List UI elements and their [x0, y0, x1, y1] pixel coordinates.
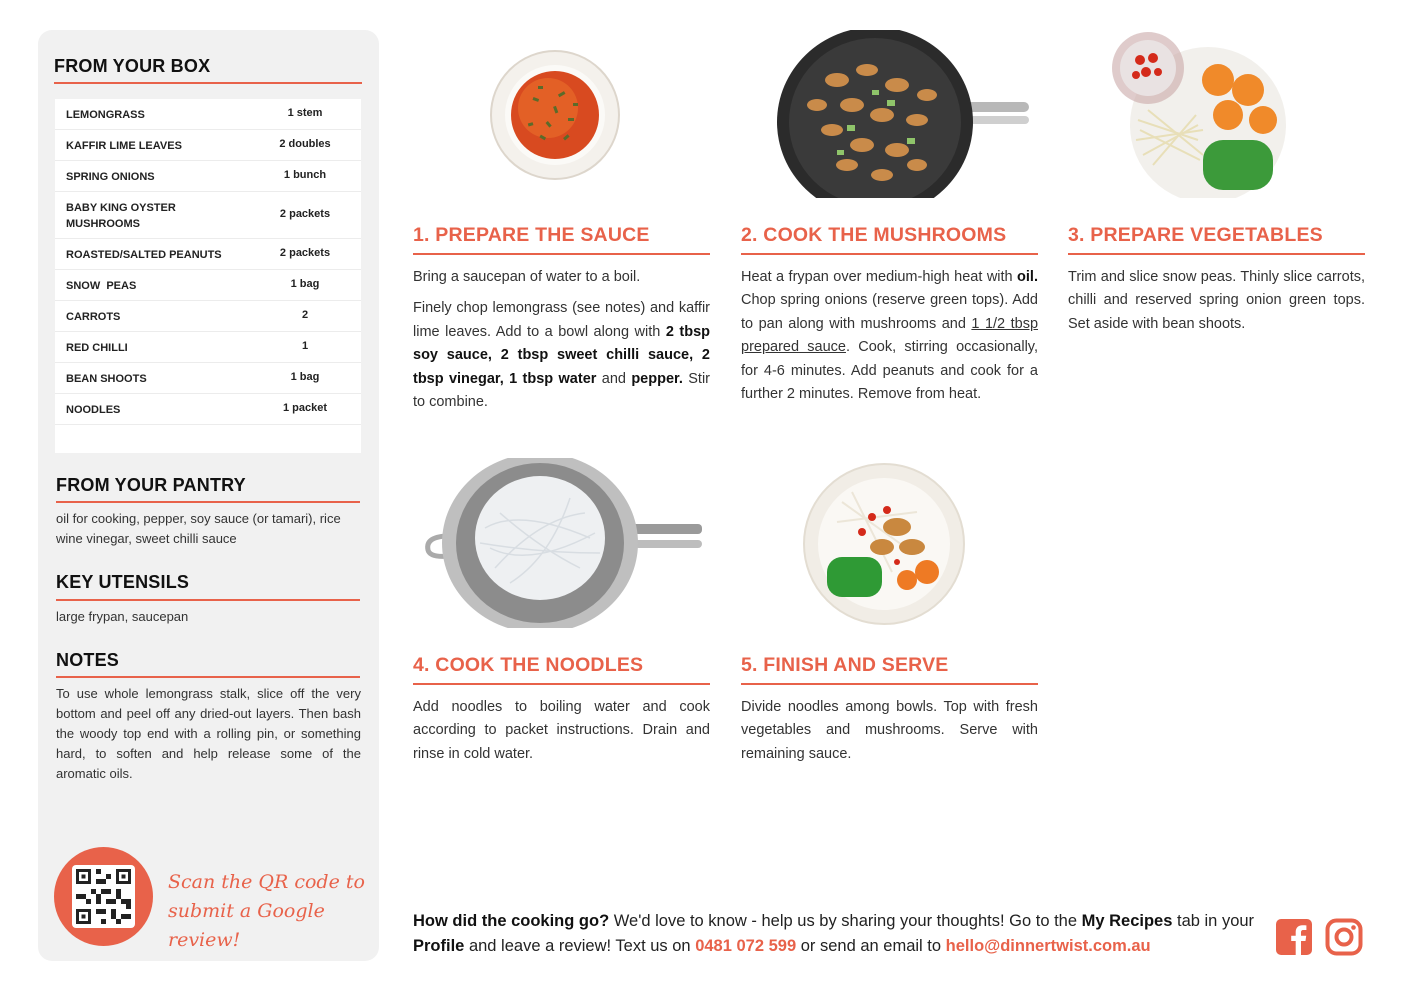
- ingredient-qty: 2 packets: [279, 208, 331, 220]
- ingredient-row: [55, 130, 361, 161]
- text-run: or send an email to: [796, 937, 946, 955]
- text-run: Heat a frypan over medium-high heat with: [741, 269, 1018, 285]
- ingredient-name: KAFFIR LIME LEAVES: [66, 140, 182, 152]
- step-1-para: [413, 297, 710, 414]
- my-recipes-link[interactable]: My Recipes: [1081, 912, 1173, 930]
- step-1-para: Bring a saucepan of water to a boil.: [413, 269, 641, 285]
- ingredient-qty: 1 bag: [290, 278, 320, 290]
- ingredient-row: [55, 270, 361, 301]
- from-your-box-title: FROM YOUR BOX: [54, 56, 211, 76]
- ingredient-row: [55, 332, 361, 363]
- text-run: Stir to combine.: [413, 370, 711, 411]
- divider: [56, 676, 360, 678]
- ingredient-qty: 2 packets: [279, 247, 331, 259]
- text-run: and: [596, 370, 632, 387]
- ingredient-name: LEMONGRASS: [66, 109, 145, 121]
- text-run-bold: oil.: [1017, 269, 1038, 285]
- ingredient-name: SPRING ONIONS: [66, 171, 155, 183]
- text-run: We'd love to know - help us by sharing your thoughts! Go to the: [609, 912, 1082, 930]
- phone-link[interactable]: 0481 072 599: [695, 937, 797, 955]
- qr-caption: [168, 868, 368, 955]
- sidebar: [38, 30, 379, 961]
- utensils-text: large frypan, saucepan: [56, 609, 189, 624]
- feedback-footer: [413, 909, 1263, 959]
- text-run-bold: pepper.: [631, 370, 683, 387]
- step-1-text: [413, 266, 710, 422]
- notes-title: NOTES: [56, 650, 120, 670]
- step-4-text: [413, 696, 710, 774]
- ingredient-row: [55, 99, 361, 130]
- finished-dish-photo: [802, 462, 967, 626]
- qr-code-icon[interactable]: [72, 865, 135, 928]
- ingredient-row: [55, 301, 361, 332]
- ingredient-qty: 1: [301, 340, 309, 352]
- step-2-text: [741, 266, 1038, 414]
- ingredient-row: [55, 239, 361, 270]
- step-5-title: 5. FINISH AND SERVE: [741, 654, 949, 676]
- ingredient-name: BABY KING OYSTER MUSHROOMS: [66, 202, 176, 230]
- frypan-mushrooms-photo: [777, 30, 1031, 198]
- ingredient-qty: 1 bunch: [283, 169, 327, 181]
- ingredient-name: RED CHILLI: [66, 342, 128, 354]
- step-divider: [741, 253, 1038, 255]
- qr-caption-line: Scan the QR code to: [168, 871, 365, 893]
- text-run-bold: 2 tbsp soy sauce, 2 tbsp sweet chilli sauce, 2 tbsp vinegar, 1 tbsp water: [413, 323, 711, 387]
- step-divider: [741, 683, 1038, 685]
- text-run: tab in your: [1172, 912, 1255, 930]
- notes-text: To use whole lemongrass stalk, slice off the very bottom and peel off any dried-out layers. Then bash the woody top end with a rolling pin, or something hard, to soften and help release some of the aromatic oils.: [56, 686, 361, 781]
- email-link[interactable]: hello@dinnertwist.com.au: [945, 937, 1151, 955]
- vegetables-plate-photo: [1108, 30, 1288, 198]
- ingredient-name: NOODLES: [66, 404, 121, 416]
- step-3-title: 3. PREPARE VEGETABLES: [1068, 224, 1323, 246]
- step-divider: [413, 683, 710, 685]
- qr-badge: [54, 847, 153, 946]
- step-2-title: 2. COOK THE MUSHROOMS: [741, 224, 1007, 246]
- ingredient-row: [55, 192, 361, 239]
- ingredient-name: BEAN SHOOTS: [66, 373, 147, 385]
- step-5-text: [741, 696, 1038, 774]
- footer-question: How did the cooking go?: [413, 912, 610, 930]
- ingredient-name: ROASTED/SALTED PEANUTS: [66, 249, 222, 261]
- text-run: Chop spring onions (reserve green tops). Add to pan along with mushrooms and: [741, 292, 1038, 332]
- step-1-title: 1. PREPARE THE SAUCE: [413, 224, 650, 246]
- step-divider: [1068, 253, 1365, 255]
- text-run-underline: 1 1/2 tbsp prepared sauce: [741, 315, 1039, 356]
- profile-link[interactable]: Profile: [413, 937, 465, 955]
- step-2-para: [741, 266, 1038, 406]
- ingredient-qty: 2 doubles: [279, 138, 331, 150]
- pantry-title: FROM YOUR PANTRY: [56, 475, 246, 495]
- ingredient-row: [55, 363, 361, 394]
- ingredient-name: SNOW PEAS: [66, 280, 137, 292]
- ingredient-qty: 1 stem: [287, 107, 323, 119]
- divider: [54, 82, 362, 84]
- divider: [56, 501, 360, 503]
- step-divider: [413, 253, 710, 255]
- text-run: and leave a review! Text us on: [464, 937, 696, 955]
- step-4-title: 4. COOK THE NOODLES: [413, 654, 644, 676]
- instagram-icon[interactable]: [1325, 918, 1363, 956]
- facebook-icon[interactable]: [1275, 918, 1313, 956]
- step-5-para: Divide noodles among bowls. Top with fresh vegetables and mushrooms. Serve with remaining sauce.: [741, 699, 1038, 762]
- ingredient-row: [55, 161, 361, 192]
- ingredient-row: [55, 394, 361, 425]
- strainer-noodles-photo: [420, 458, 704, 628]
- pantry-text: oil for cooking, pepper, soy sauce (or tamari), rice wine vinegar, sweet chilli sauce: [56, 511, 341, 546]
- text-run: . Cook, stirring occasionally, for 4-6 minutes. Add peanuts and cook for a further 2 minutes. Remove from heat.: [741, 339, 1039, 403]
- qr-caption-line: submit a Google review!: [168, 900, 325, 951]
- sauce-bowl-photo: [488, 48, 622, 182]
- utensils-title: KEY UTENSILS: [56, 572, 190, 592]
- ingredient-qty: 2: [301, 309, 309, 321]
- ingredient-qty: 1 packet: [282, 402, 328, 414]
- step-4-para: Add noodles to boiling water and cook according to packet instructions. Drain and rinse in cold water.: [413, 699, 710, 762]
- ingredient-name: CARROTS: [66, 311, 121, 323]
- ingredient-qty: 1 bag: [290, 371, 320, 383]
- ingredients-table: [55, 99, 361, 453]
- divider: [56, 599, 360, 601]
- step-3-para: Trim and slice snow peas. Thinly slice carrots, chilli and reserved spring onion green tops. Set aside with bean shoots.: [1068, 269, 1365, 332]
- text-run: Finely chop lemongrass (see notes) and kaffir lime leaves. Add to a bowl along with: [413, 300, 710, 340]
- step-3-text: [1068, 266, 1365, 344]
